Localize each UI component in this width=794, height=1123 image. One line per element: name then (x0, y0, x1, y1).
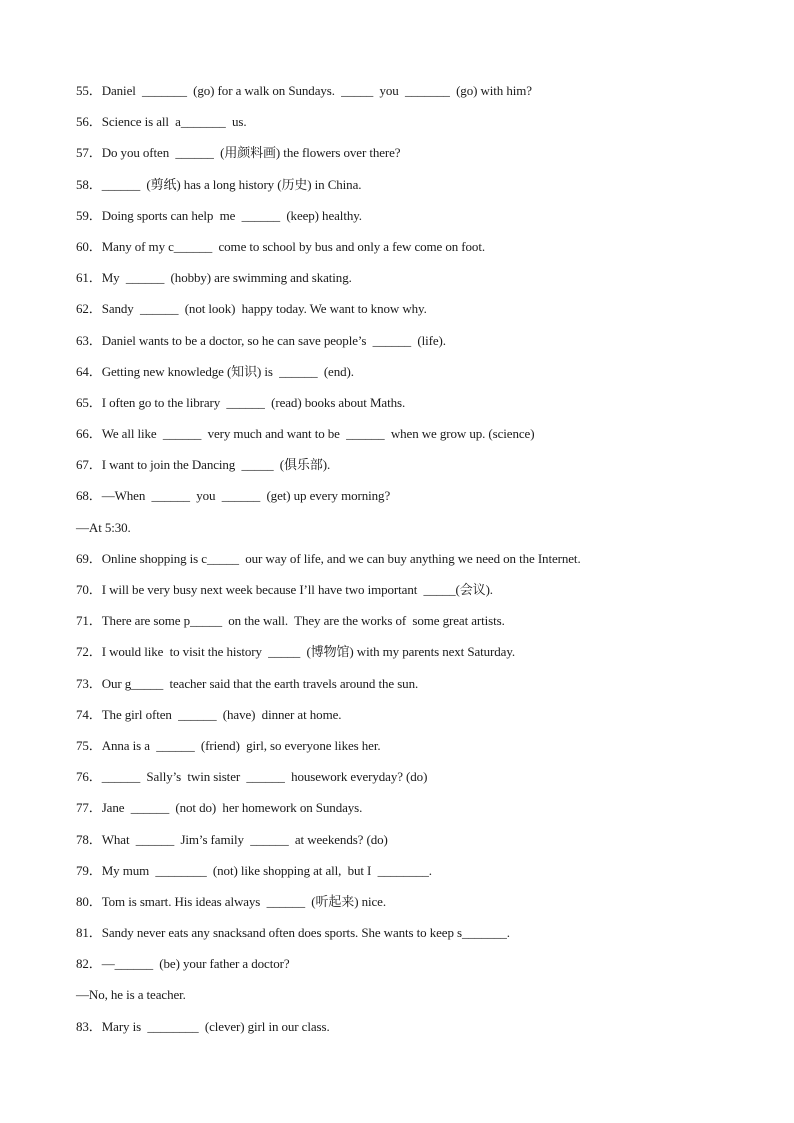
exercise-57: 57．Do you often ______ (用颜料画) the flowers over there? (76, 145, 401, 161)
exercise-59: 59．Doing sports can help me ______ (keep) healthy. (76, 207, 362, 223)
exercise-list (76, 80, 766, 1047)
exercise-72: 72．I would like to visit the history _____ (博物馆) with my parents next Saturday. (76, 644, 516, 660)
exercise-74: 74．The girl often ______ (have) dinner at home. (76, 706, 342, 722)
exercise-67: 67．I want to join the Dancing _____ (俱乐部). (76, 457, 331, 473)
exercise-55: 55．Daniel _______ (go) for a walk on Sundays. _____ you _______ (go) with him? (76, 83, 532, 98)
exercise-66: 66．We all like ______ very much and want to be ______ when we grow up. (science) (76, 426, 535, 442)
exercise-68-answer: —At 5:30. (76, 519, 131, 535)
exercise-82-answer: —No, he is a teacher. (76, 987, 186, 1003)
exercise-58: 58．______ (剪纸) has a long history (历史) in China. (76, 176, 362, 192)
exercise-81: 81．Sandy never eats any snacksand often does sports. She wants to keep s_______. (76, 925, 510, 941)
exercise-63: 63．Daniel wants to be a doctor, so he can save people’s ______ (life). (76, 332, 446, 348)
exercise-73: 73．Our g_____ teacher said that the earth travels around the sun. (76, 675, 419, 691)
exercise-62: 62．Sandy ______ (not look) happy today. We want to know why. (76, 301, 427, 317)
exercise-68-question: 68．—When ______ you ______ (get) up every morning? (76, 488, 391, 504)
exercise-70: 70．I will be very busy next week because I’ll have two important _____(会议). (76, 582, 493, 597)
exercise-56: 56．Science is all a_______ us. (76, 114, 247, 130)
exercise-69: 69．Online shopping is c_____ our way of life, and we can buy anything we need on the Internet. (76, 550, 581, 566)
exercise-71: 71．There are some p_____ on the wall. They are the works of some great artists. (76, 613, 505, 629)
exercise-77: 77．Jane ______ (not do) her homework on Sundays. (76, 800, 363, 816)
exercise-61: 61．My ______ (hobby) are swimming and skating. (76, 270, 352, 286)
exercise-75: 75．Anna is a ______ (friend) girl, so everyone likes her. (76, 737, 381, 753)
exercise-82-question: 82．—______ (be) your father a doctor? (76, 956, 290, 972)
exercise-60: 60．Many of my c______ come to school by bus and only a few come on foot. (76, 238, 485, 254)
exercise-79: 79．My mum ________ (not) like shopping at all, but I ________. (76, 862, 432, 878)
exercise-65: 65．I often go to the library ______ (read) books about Maths. (76, 394, 406, 410)
exercise-80: 80．Tom is smart. His ideas always ______ (听起来) nice. (76, 893, 386, 909)
exercise-76: 76．______ Sally’s twin sister ______ housework everyday? (do) (76, 769, 428, 785)
exercise-83: 83．Mary is ________ (clever) girl in our class. (76, 1018, 330, 1034)
exercise-64: 64．Getting new knowledge (知识) is ______ (end). (76, 363, 354, 379)
exercise-78: 78．What ______ Jim’s family ______ at weekends? (do) (76, 831, 388, 847)
